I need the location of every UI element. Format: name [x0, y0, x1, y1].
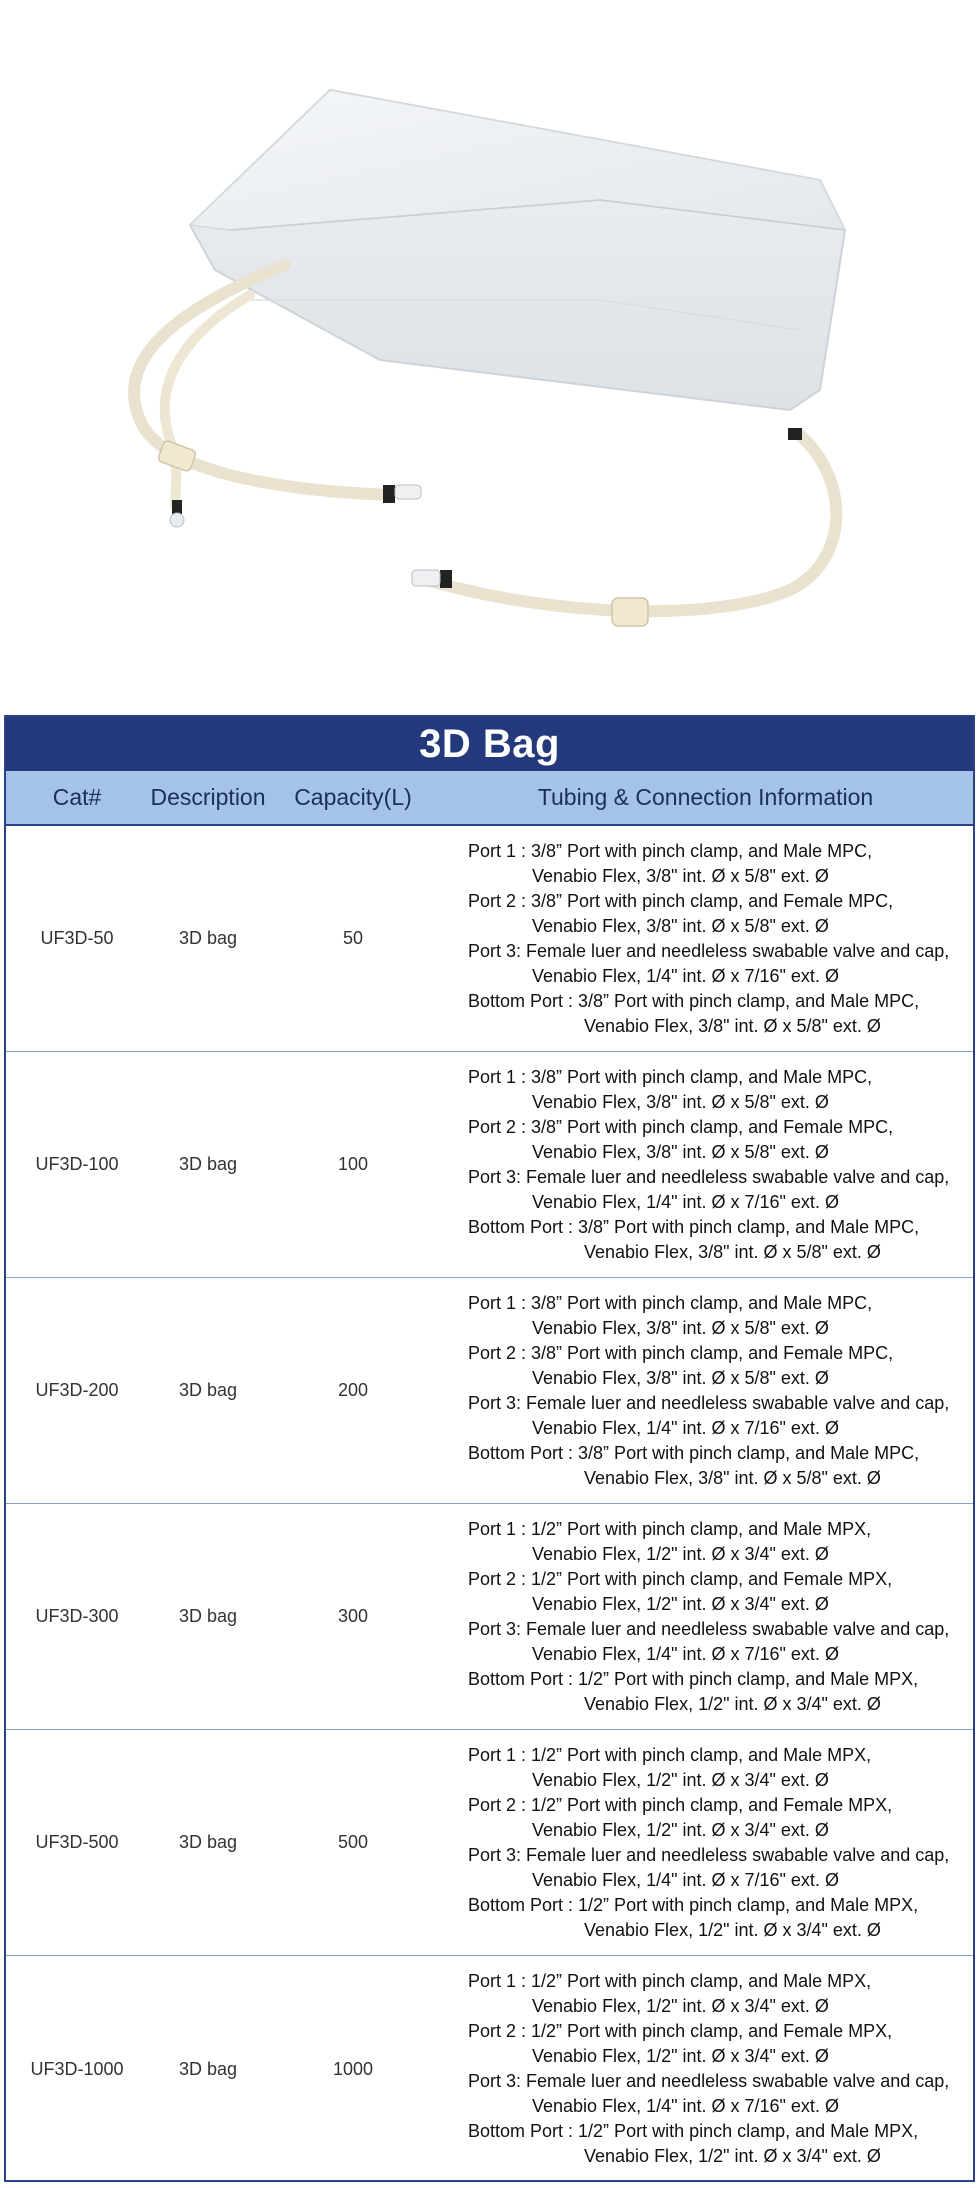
tubing-line: Port 2 : 3/8” Port with pinch clamp, and Female MPC,: [468, 890, 894, 911]
tubing-line: Port 2 : 3/8” Port with pinch clamp, and Female MPC,: [468, 1116, 894, 1137]
table-title: 3D Bag: [6, 717, 973, 771]
cell-tubing: [438, 839, 973, 1039]
header-tubing: Tubing & Connection Information: [537, 784, 874, 810]
table-row: [6, 1278, 973, 1504]
tubing-line: Port 1 : 1/2” Port with pinch clamp, and Male MPX,: [468, 1971, 872, 1991]
tubing-line: Port 2 : 1/2” Port with pinch clamp, and Female MPX,: [468, 1568, 893, 1589]
tubing-line: Bottom Port : 3/8” Port with pinch clamp, and Male MPC,: [468, 1216, 920, 1237]
tubing-line: Venabio Flex, 3/8" int. Ø x 5/8" ext. Ø: [532, 915, 829, 936]
cell-capacity: 200: [337, 1380, 369, 1400]
table-header-row: [6, 771, 973, 826]
cell-cat: UF3D-1000: [30, 2058, 124, 2079]
table-row: [6, 1956, 973, 2182]
tubing-line: Port 3: Female luer and needleless swabable valve and cap,: [468, 1618, 950, 1639]
tubing-line: Bottom Port : 1/2” Port with pinch clamp, and Male MPX,: [468, 1894, 919, 1915]
product-photo: [0, 0, 979, 715]
tubing-line: Port 1 : 3/8” Port with pinch clamp, and Male MPC,: [468, 840, 873, 861]
tubing-line: Bottom Port : 3/8” Port with pinch clamp, and Male MPC,: [468, 1442, 920, 1463]
cell-description: 3D bag: [178, 2058, 238, 2079]
header-capacity: Capacity(L): [294, 784, 412, 810]
tubing-line: Venabio Flex, 1/2" int. Ø x 3/4" ext. Ø: [532, 1819, 829, 1840]
tubing-line: Port 3: Female luer and needleless swabable valve and cap,: [468, 1392, 950, 1413]
tubing-line: Venabio Flex, 3/8" int. Ø x 5/8" ext. Ø: [532, 1091, 829, 1112]
cell-description: 3D bag: [178, 1380, 238, 1400]
table-row: [6, 1052, 973, 1278]
tubing-line: Venabio Flex, 1/2" int. Ø x 3/4" ext. Ø: [532, 2046, 829, 2066]
tubing-line: Port 3: Female luer and needleless swabable valve and cap,: [468, 940, 950, 961]
cell-tubing: [438, 1291, 973, 1491]
cell-capacity: 50: [342, 928, 364, 948]
tubing-line: Venabio Flex, 1/4" int. Ø x 7/16" ext. Ø: [532, 1191, 839, 1212]
cell-cat: UF3D-50: [40, 928, 114, 948]
tubing-line: Venabio Flex, 1/2" int. Ø x 3/4" ext. Ø: [584, 1693, 881, 1714]
tubing-line: Bottom Port : 3/8” Port with pinch clamp, and Male MPC,: [468, 990, 920, 1011]
spec-table: [4, 715, 975, 2182]
cell-cat: UF3D-300: [35, 1606, 119, 1626]
cell-capacity: 500: [337, 1832, 369, 1852]
tubing-line: Venabio Flex, 1/2" int. Ø x 3/4" ext. Ø: [532, 1769, 829, 1790]
tubing-line: Venabio Flex, 3/8" int. Ø x 5/8" ext. Ø: [532, 1141, 829, 1162]
tubing-line: Venabio Flex, 3/8" int. Ø x 5/8" ext. Ø: [584, 1467, 881, 1488]
tubing-line: Venabio Flex, 1/2" int. Ø x 3/4" ext. Ø: [532, 1543, 829, 1564]
tubing-line: Venabio Flex, 3/8" int. Ø x 5/8" ext. Ø: [532, 1317, 829, 1338]
cell-capacity: 300: [337, 1606, 369, 1626]
tubing-line: Port 3: Female luer and needleless swabable valve and cap,: [468, 1166, 950, 1187]
cell-tubing: [438, 1065, 973, 1265]
tubing-line: Venabio Flex, 1/4" int. Ø x 7/16" ext. Ø: [532, 965, 839, 986]
header-cat: Cat#: [52, 784, 102, 810]
cell-tubing: [438, 1969, 973, 2169]
tubing-line: Port 1 : 1/2” Port with pinch clamp, and Male MPX,: [468, 1518, 872, 1539]
tubing-line: Bottom Port : 1/2” Port with pinch clamp, and Male MPX,: [468, 2121, 919, 2141]
tubing-line: Venabio Flex, 1/2" int. Ø x 3/4" ext. Ø: [532, 1593, 829, 1614]
table-row: [6, 1504, 973, 1730]
cell-cat: UF3D-100: [35, 1154, 119, 1174]
tubing-line: Port 1 : 1/2” Port with pinch clamp, and Male MPX,: [468, 1744, 872, 1765]
tubing-line: Venabio Flex, 1/4" int. Ø x 7/16" ext. Ø: [532, 1869, 839, 1890]
tubing-line: Venabio Flex, 1/2" int. Ø x 3/4" ext. Ø: [584, 2146, 881, 2166]
cell-capacity: 1000: [332, 2058, 374, 2079]
cell-description: 3D bag: [178, 1606, 238, 1626]
tubing-line: Port 1 : 3/8” Port with pinch clamp, and Male MPC,: [468, 1066, 873, 1087]
tubing-line: Venabio Flex, 1/4" int. Ø x 7/16" ext. Ø: [532, 1643, 839, 1664]
tubing-line: Venabio Flex, 3/8" int. Ø x 5/8" ext. Ø: [584, 1015, 881, 1036]
cell-cat: UF3D-500: [35, 1832, 119, 1852]
tubing-line: Port 2 : 3/8” Port with pinch clamp, and Female MPC,: [468, 1342, 894, 1363]
tubing-line: Port 3: Female luer and needleless swabable valve and cap,: [468, 1844, 950, 1865]
tubing-line: Port 2 : 1/2” Port with pinch clamp, and Female MPX,: [468, 1794, 893, 1815]
tubing-line: Venabio Flex, 1/2" int. Ø x 3/4" ext. Ø: [532, 1996, 829, 2016]
3d-bag-illustration: [0, 0, 979, 715]
tubing-line: Bottom Port : 1/2” Port with pinch clamp, and Male MPX,: [468, 1668, 919, 1689]
cell-cat: UF3D-200: [35, 1380, 119, 1400]
tubing-line: Venabio Flex, 1/4" int. Ø x 7/16" ext. Ø: [532, 2096, 839, 2116]
table-row: [6, 826, 973, 1052]
cell-description: 3D bag: [178, 1154, 238, 1174]
tubing-line: Port 3: Female luer and needleless swabable valve and cap,: [468, 2071, 950, 2091]
cell-tubing: [438, 1743, 973, 1943]
tubing-line: Port 1 : 3/8” Port with pinch clamp, and Male MPC,: [468, 1292, 873, 1313]
cell-description: 3D bag: [178, 928, 238, 948]
cell-capacity: 100: [337, 1154, 369, 1174]
tubing-line: Port 2 : 1/2” Port with pinch clamp, and Female MPX,: [468, 2021, 893, 2041]
cell-tubing: [438, 1517, 973, 1717]
table-row: [6, 1730, 973, 1956]
tubing-line: Venabio Flex, 3/8" int. Ø x 5/8" ext. Ø: [532, 1367, 829, 1388]
header-description: Description: [150, 784, 266, 810]
cell-description: 3D bag: [178, 1832, 238, 1852]
tubing-line: Venabio Flex, 1/4" int. Ø x 7/16" ext. Ø: [532, 1417, 839, 1438]
tubing-line: Venabio Flex, 1/2" int. Ø x 3/4" ext. Ø: [584, 1919, 881, 1940]
tubing-line: Venabio Flex, 3/8" int. Ø x 5/8" ext. Ø: [532, 865, 829, 886]
tubing-line: Venabio Flex, 3/8" int. Ø x 5/8" ext. Ø: [584, 1241, 881, 1262]
